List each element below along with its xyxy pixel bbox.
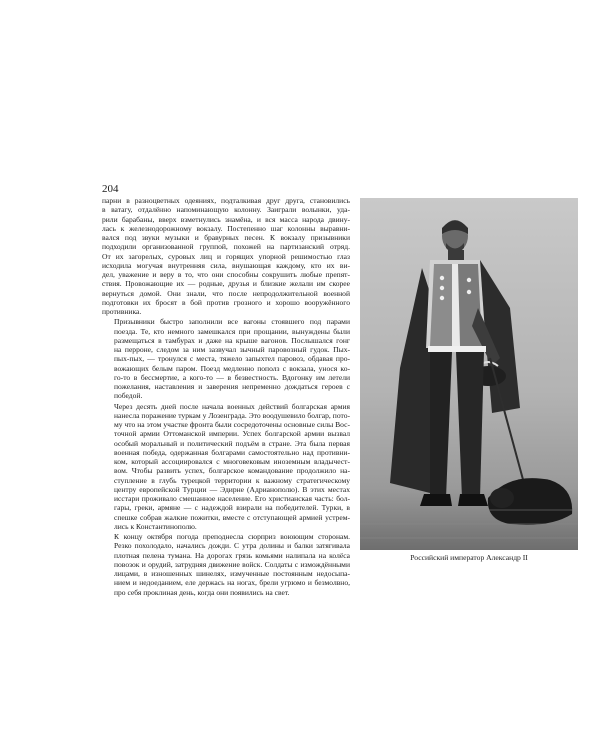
- text-line: пожелания, наставления и заверения непременно дождаться героев с: [114, 382, 350, 391]
- text-line: Призывники быстро заполнили все вагоны стоявшего под парами: [114, 317, 350, 327]
- text-line: лицами, в изношенных шинелях, измученные постоянным недосыпа-: [114, 569, 350, 578]
- text-line: противника.: [102, 307, 142, 316]
- text-line: исстари проживало смешанное население. Его христианская часть: бол-: [114, 494, 350, 503]
- text-line: лась к железнодорожному вокзалу. Постепенно шаг колонны выравни-: [102, 223, 350, 233]
- text-line: Резко похолодало, начались дожди. С утра долины и балки затягивала: [114, 541, 350, 551]
- text-line: повозок и орудий, затрудняя движение войск. Солдаты с измождёнными: [114, 559, 350, 569]
- text-line: в ватагу, отдалённо напоминающую колонну. Заиграли волынки, уда-: [102, 205, 350, 215]
- paragraph: [102, 532, 350, 597]
- paragraph: [102, 402, 350, 532]
- text-line: особый моральный и политический подъём в стране. Эта была первая: [114, 438, 350, 448]
- text-line: про себя проклиная день, когда они появились на свет.: [114, 587, 290, 597]
- text-line: нием и недоеданием, еле держась на ногах, брели угрюмо и безмолвно,: [114, 578, 350, 588]
- paragraph: [102, 196, 350, 316]
- text-line: плотная пелена тумана. На дорогах грязь комьями налипала на колёса: [114, 550, 350, 560]
- photo-caption: Российский император Александр II: [410, 553, 528, 562]
- text-line: лись к Константинополю.: [114, 521, 197, 531]
- paragraph: [102, 317, 350, 400]
- text-line: точной армии Оттоманской империи. Успех болгарской армии вызвал: [114, 429, 350, 439]
- text-line: рили барабаны, вверх взметнулись знамёна, и вся масса народа двину-: [102, 214, 350, 224]
- text-line: центру европейской Турции — Эдирне (Адрианополю). В этих местах: [114, 484, 350, 494]
- text-line: подходили организованной группой, похожей на партизанский отряд.: [102, 242, 350, 252]
- text-line: исходила могучая внутренняя сила, внушающая каждому, кто их ви-: [102, 260, 350, 270]
- text-line: К концу октября погода преподнесла сюрприз воюющим сторонам.: [114, 532, 350, 541]
- text-line: От их загорелых, суровых лиц и горящих упорной решимостью глаз: [102, 251, 350, 261]
- text-line: спешке собрав жалкие пожитки, вместе с отступающей армией устрем-: [114, 512, 350, 522]
- text-line: дел, уважение и веру в то, что они способны сокрушить любые препят-: [102, 270, 350, 279]
- text-line: на перроне, следом за ним зазвучал зычный паровозный гудок. Пых-: [114, 345, 350, 354]
- text-line: подготовки их бросят в бой против грозного и хорошо вооружённого: [102, 297, 350, 307]
- text-line: победой.: [114, 391, 143, 401]
- text-line: пых-пых, — тронулся с места, тяжело запыхтел паровоз, обдавая про-: [114, 354, 350, 364]
- text-line: го-то в бессмертие, а кого-то — в безвестность. Вдогонку им летели: [114, 372, 350, 382]
- text-line: ком, который ассоциировался с многовековым иноземным владычест-: [114, 457, 350, 466]
- text-line: вожающих белым паром. Поезд медленно пополз с вокзала, унося ко-: [114, 363, 350, 373]
- text-line: Через десять дней после начала военных действий болгарская армия: [114, 401, 350, 411]
- text-line: му что на этом участке фронта были сосредоточены основные силы Вос-: [114, 420, 350, 429]
- text-line: поезда. Те, кто немного замешкался при прощании, вынуждены были: [114, 326, 350, 336]
- text-line: парни в разноцветных одеяниях, подталкивая друг друга, становились: [102, 196, 350, 205]
- text-line: военная победа, одержанная болгарами самостоятельно над противни-: [114, 447, 350, 457]
- text-line: гары, греки, армяне — с надеждой взирали на победителей. Турки, в: [114, 503, 350, 513]
- text-line: вался под звуки музыки и бравурных песен. К вокзалу призывники: [102, 233, 350, 242]
- text-line: размещаться в тамбурах и даже на крыше вагонов. Послышался гонг: [114, 335, 350, 345]
- portrait-photo: [360, 198, 578, 550]
- text-line: ствия. Провожающие их — родные, друзья и близкие желали им скорее: [102, 279, 350, 289]
- portrait-illustration: [360, 198, 578, 550]
- text-line: вом. Чтобы развить успех, болгарское командование продолжило на-: [114, 466, 350, 476]
- text-column: [102, 196, 350, 598]
- text-line: ступление в глубь турецкой территории к важному стратегическому: [114, 475, 350, 485]
- text-line: нанесла поражение туркам у Лозенграда. Это воодушевило болгар, пото-: [114, 410, 350, 420]
- text-line: вернуться домой. Они знали, что после непродолжительной военной: [102, 288, 350, 298]
- page-number: 204: [102, 183, 119, 195]
